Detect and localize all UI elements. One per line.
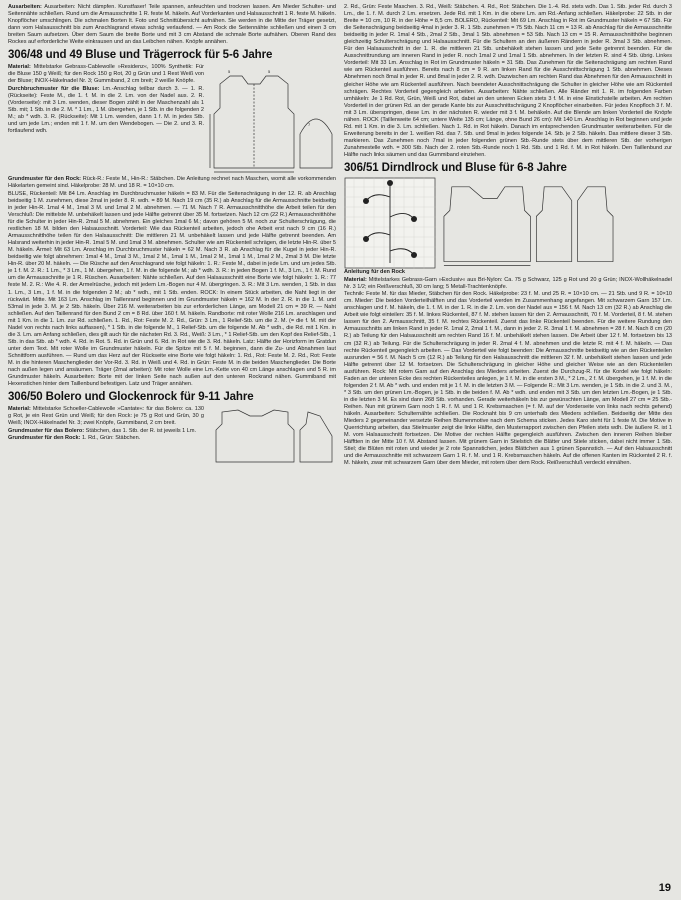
section1-durchbruch xyxy=(8,86,204,135)
section-title-306-48: 306/48 und 49 Bluse und Trägerrock für 5-6 Jahre xyxy=(8,49,273,62)
material-label: Material: xyxy=(344,276,369,283)
grund-bolero-label: Grundmuster für das Bolero: xyxy=(8,427,86,434)
stick-schema-diagram xyxy=(344,177,436,269)
bolero-schnitt-diagram xyxy=(208,406,336,466)
section-title-306-50: 306/50 Bolero und Glockenrock für 9-11 Jahre xyxy=(8,391,254,404)
section1-body-text: BLUSE, Rückenteil: Mit 84 Lm. Anschlag im Durchbruchmuster häkeln = 83 M. Für die Seitenschrägung in der 12. R. ab Anschlag beidseitig 1 M. zunehmen, diese 2mal in jeder 8. R. wdh. = 89 M. Nach 19 cm (35 R.) ab Anschlag für die Armausschnitte beidseitig in jeder Hin-R. 1mal 4 M., 1mal 3 M. und 1mal 2 M. abnehmen. — 71 M. Nach 7 R. Armausschnitthöhe die Arbeit teilen für den Verschluß: Die mittelste M. unbehäkelt lassen und jede Hälfte getrennt über 35 M. fortsetzen. Nach 12 cm (22 R.) Armausschnitthöhe für die Schulter in jeder Hin-R. 2mal 5 M. abnehmen. Ein gleiches 1mal 6 M.; davon gehören 5 M. noch zur Schulterschrägung, die restlichen 18 M. bilden den Halsausschnitt. Vorderteil: Wie das Rückenteil arbeiten, jedoch ohe Arbeit erst nach 9 cm (16 R.) Armausschnitthöhe teilen für den Halsausschnitt: Die mittleren 21 M. unbehäkelt lassen und jede Hälfte getrennt beenden. Am Halsrand weiterhin in jeder Hin-R. 1mal 5 M. und 1mal 3 M. abnehmen. Schulter wie am Rückenteil schrägen, die letzte Hin-R. über 5 M. häkeln. Ärmel: Mit 63 Lm. Anschlag im Durchbruchmuster häkeln = 62 M. Nach 3 R. ab Anschlag für die Kugel in jeder Hin-R. beidseitig wie folgt abnehmen: 1mal 4 M., 1mal 3 M., 1mal 2 M., 1mal 1 M., 1mal 2 M., 1mal 1 M., 1mal 2 M., 2mal 3 M. Die letzte Hin-R. über 20 M. häkeln. — Die Rüsche auf den Anschlagrand wie folgt häkeln: 1. R.: Feste M., dabei in jede Lm. und um jedes Stb. je 1 f. M. 2. R.: 1 Lm., * 3 Lm., 1 M. übergehen, 1 f. M. in die folgende M.; ab * wdh. 3. R.: in jeden Bogen 1 f. M., 3 Lm., 1 f. M. Rund um die Armausschnitte je 1 R. Rüschen. Ausarbeiten: Nähte schließen. Auf den Halsausschnitt eine Borte wie folgt häkeln: 1. R.: 77 feste M. 2. R.: Wie 4. R. der Armelrüsche, jedoch mit jedem Lm.-Bogen nur 4 M. übergringen. 3. R.: Mit 3 Lm. wenden, 1 Stb. in das 1. Lm., 3 Lm., 1 f. M. in die folgenden 2 M.; ab * wdh., mit 1 Stb. enden. ROCK: In einem Stück arbeiten, die Naht liegt in der rückwärt. Mitte. Mit 163 Lm. Anschlag im Taillenrand beginnen und im Grundmuster häkeln = 162 M. In der 2. R. in die 1. M. und 53mal in jede 3. M. je 2 Stb. häkeln. Über 216 M. weiterarbeiten bis zur erforderlichen Länge, am Modell 21 cm = 39 R. — Naht schließen. Auf den Taillenrand für den Bund 2 cm = 8 Rd. über 160 f. M. häkeln. Randborte: mit roter Wolle 216 Lm. anschlagen und mit 1 Km. in die 1. Lm. zur Rd. schließen. 1. Rd., Rot: Feste M. 2. Rd., Grün: 3 Lm., 1 Relief-Stb. um die 2. M. (= die f. M. mit der Nadel von rechts nach links auffassen), * 1 Stb. in die folgende M., 1 Relief-Stb. um die folgende M. Ab * wdh., die Rd. mit 1 Km. in die 3. Lm. am Anfang schließen, dies gilt auch für die nächsten Rd. 3. Rd., Weiß: 3 Lm., * 1 Relief-Stb. um den Kopf des Relief-Stb., 1 Stb. in das Stb. ab * wdh. 4. Rd. in Rot. 5. Rd. in Grün und 6. Rd. in Rot wie die 3. Rd. häkeln. Latz: Hälfte der Horizform im Gratdun unter dem Text. Mit roter Wolle im Grundmuster häkeln. Für die Spitze mit 5 f. M. beginnen, dann die Zu- und Abnahmen laut Schnittform ausführen. — Rund um das Herz auf der Rückseite eine Borte wie folgt häkeln: 1. Rd., Rot: Feste M. 2. Rd., Rot: Feste M. in die hinteren Maschenglieder der Vor-Rd. 3. Rd. in Weiß und 4. Rd. in Grün: Feste M. in die beiden Maschenglieder. Die Borte nach außen legen und ansäumen. Träger (2mal arbeiten): Mit roter Wolle eine Lm.-Kette von 40 cm Länge anschlagen und 5 R. im Grundmuster häkeln. Ausarbeiten: Borte mit der linken Seite nach außen auf den unteren Rockrand nähen. Gummiband mit Hexenstichen hinter dem Taillenbund befestigen. Latz und Träger annähen. xyxy=(8,190,336,388)
section3-body xyxy=(344,291,672,467)
grund-rock-label: Grundmuster für den Rock: xyxy=(8,435,82,442)
durchbruch-label: Durchbruchmuster für die Bluse: xyxy=(8,85,103,92)
caption-text: Anleitung für den Rock xyxy=(344,269,406,276)
intro-label: Ausarbeiten: xyxy=(8,4,45,10)
section2-header-row xyxy=(8,406,336,466)
section1-intro xyxy=(8,64,204,135)
material-text: Mittelstarkes Gebrass-Garn »Exclusiv« aus Bri-Nylon: Ca. 75 g Schwarz, 125 g Rot und 20 g Grün; INOX-Wollhäkelnadel Nr. 3 1/2; ein Reißverschluß, 30 cm lang; 5 Metall-Trachtenknöpfe. xyxy=(344,276,672,290)
grund-rock-text: 1. Rd., Grün: Stäbchen. xyxy=(81,435,141,442)
material-label: Material: xyxy=(8,406,33,413)
section2-grund-rock xyxy=(8,435,204,442)
durchbruch-text: Lm.-Anschlag teilbar durch 3. — 1. R. (Rückseite): Feste M., die 1. f. M. in die 2. Lm. von der Nadel aus. 2. R. (Vorderseite): mit 3 Lm. wenden, dieser Bogen zählt in der Maschenzahl als 1 Stb. mit; 1 Stb. in die 2. M. * 1 Lm., 1 M. übergehen, je 1 Stb. in die folgenden 2 M.; ab * wdh. 3. R. (Rückseite): Mit 1 Lm. wenden, dann 1 f. M. in jedes Stb. und um jede Lm.; enden mit 1 f. M. um den Wendebogen. — Die 2. und 3. R. fortlaufend wdh. xyxy=(8,85,204,135)
section2-intro xyxy=(8,406,204,443)
material-label: Material: xyxy=(8,64,34,71)
section2-grund-bolero xyxy=(8,428,204,435)
section1-header-row xyxy=(8,64,336,176)
dirndl-schnitt-diagram xyxy=(440,177,672,269)
section3-body-text: Technik: Feste M. für das Mieder, Stäbchen für den Rock. Häkelprobe: 23 f. M. und 25 R. = 10×10 cm. — 21 Stb. und 9 R. = 10×10 cm. Mieder: Die beiden Vorderteilhälften und das Vorderteil werden im Zusammenhang angefangen. Mit schwarzem Garn 157 Lm. anschlagen und f. M. häkeln, die 1. f. M. in der 1. R. in die 2. Lm. von der Nadel aus = 156 f. M. Nach 13 cm (32 R.) ab Anschlag die Arbeit wie folgt einteilen: 35 f. M. linkes Rückenteil, 87 f. M. stehen lassen für den 2. Armausschnitt, 70 f. M. Vorderteil, 8 f. M. stehen lassen für den 2. Armausschnitt, 35 f. M. rechtes Rückenteil. Zuerst das linke Rückenteil beenden. Für die weitere Rundung den Armausschnitts am linken Rand in jeder R. 1mal 2, 2mal 1 f. M., dann in jeder 2. R. 3mal 1 f. M. abnehmen = 28 f. M. Nach 8 cm (20 R.) ab Teilung für den Halsausschnitt am rechten Rand 16 f. M. unbehäkelt stehen lassen. Die Arbeit über 12 f. M. fortsetzen bis 13 cm (32 R.) ab Teilung. Für die Schulterschrägung in jeder R. 2mal 4 f. M. abnehmen und die letzte R. mit 4 f. M. häkeln. — Das rechte Rückenteil gegengleich arbeiten. — Das Vorderteil wie folgt beenden: Die Armausschnitte beidseitig wie an den Rückenteilen ausrunden = 56 f. M. Nach 5 cm (12 R.) ab Teilung für den Halsausschnitt die mittleren 32 f. M. unbehäkelt stehen lassen und jede Hälfte getrennt über 12 M. fortsetzen. Die Schulterschrägung in gleicher Höhe und gleicher Weise wie an den Rückenteilen ausführen. Rock: Mit rotem Garn auf den Anschlag des Mieders arbeiten. Zuerst die Durchzug-R. für die Kordel wie folgt häkeln: Faden an der unteren Ecke des rechten Rückenteiles anlegen, je 1 f. M. in die ersten 3 M., * 2 Lm., 2 f. M. übergehen, je 1 f. M. in die folgenden 2 f. M. Ab * wdh. und enden mit je 1 f. M. in die letzten 3 M. — Folgende R.: Mit 3 Lm. wenden, je 1 Stb. in die 2. und 3. M., * 3 Stb. um den grünen Lm.-Bogen, je 1 Stb. in die beiden f. M. Ab * wdh. und enden mit 3 Stb. um den letzten Lm.-Bogen, je 1 Stb. in die letzten 3 M. Es sind dann 268 Stb. vorhanden. Gerade weiterhäkeln bis zur gewünschten Länge, am Modell 27 cm = 25 Stb.-Reihen. Nun mit grünem Garn noch 1 R. f. M. und 1 R. Krebsmaschen (= f. M. auf der Vorderseite von links nach rechts gehend) häkeln. Ausarbeiten: Schulternähte schließen. Die Rocknaht bis 9 cm unterhalb des Mieders schließen. Beidseitig der Mitte des Mieders 2 gegeneinander versetzte Reihen Blumenmotive nach dem Schema sticken. Jedes Karo steht für 1 feste M. Die Motive in Querrichtung arbeiten, das Stielmuster zeigt die linke Hälfte, den Musterrapport zwischen den Pfeilen stets wdh. Die äußere R. ist 1 M. vom Halsausschnitt fortsetzen. Die Motive der rechten Hälfte gegengleich ausführen. Zwischen den inneren Reihen bleiber Häfftten in der Mitte 10 f. M. Abstand lassen. Mit grünem Garn in Stielstich die Blätter und Stiele sticken, dabei nicht immer 1 Stb. Stiel; die Blüten mit roten und wieder je 2 rote Spannstichen, jedes Blättchen aus 1 grünen Spannstich. — Auf den Halsausschnitt und die Armausschnitte mit schwarzem Garn 1 R. f. M. und 1 R. Krebsmaschen häkeln. Auf die offenen Kanten im Rückenteil 2 R. f. M. häkeln, zwar mit schwarzem Garn über dem Mieder, mit rotem über dem Rock. Reißverschluß verdeckt einnähen. xyxy=(344,291,672,467)
material-text: Mittelstarke Schoeller-Cablewolle »Cantate«: für das Bolero: ca. 130 g Rot, je ein Rest Grün und Weiß; für den Rock: je 75 g Rot und Grün, 30 g Weiß; INOX-Häkelnadel Nr. 3; zwei Knöpfe, Gummiband, 2 cm breit. xyxy=(8,406,204,427)
section1-grundmuster xyxy=(8,176,336,190)
dim-label: 7 xyxy=(308,122,311,128)
intro-text: Ausarbeiten: Nicht dämpfen. Kunstfaser! Teile spannen, anfeuchten und trocknen lassen. Am Mieder Schulter- und Seitennähte schließen. Rund um die Armausschnitte 1 R. feste M. häkeln. Auf Vorderkanten und Halsausschnitt 1 R. feste M. häkeln. Knopflöcher umschlingen. Die schmalen Borten lt. Foto und Schnittübersicht aufnähen. Sie werden in die Mitte der Träger gesetzt, dann vom Halsausschnitt bis zum Anschlagrand etwas schräg verlaufend. — Am Rock die Seitennähte schließen und einen 3 cm breiten Saum aufsetzen. Über dem Saum die breite Borte und mit 3 cm Abstand die schmale Borte aufnähen. Oberen Rand des Rockes auf erforderliche Weite einkrausen und an das Leibchen nähen. Knöpfe annähen. xyxy=(8,4,336,46)
material-text: Mittelstarke Gebrass-Cablewolle »Residenz«, 100% Synthetik: Für die Bluse 150 g Weiß; für den Rock 150 g Rot, 20 g Grün und 1 Rest Weiß von der Bluse; INOX-Häkelnadel Nr. 3; Gummiband, 2 cm breit; 2 weiße Knöpfe. xyxy=(8,64,204,85)
right-body1-text: 2. Rd., Grün: Feste Maschen. 3. Rd., Weiß: Stäbchen. 4. Rd., Rot: Stäbchen. Die 1.-4. Rd. stets wdh. Das 1. Stb. jeder Rd. durch 3 Lm., die 1. f. M. durch 2 Lm. ersetzen. Jede Rd. mit 1 Km. in die obere Lm. am Rd.-Anfang schließen. Häkelprobe: 22 Stb. in der Breite = 10 cm, 10 R. in der Höhe = 8,5 cm. BOLERO, Rückenteil: Mit 69 Lm. Anschlag in Rot im Grundmuster häkeln = 67 Stb. Für die Seitenschrägung beidseitig 4mal in jeder 3. R. 1 Stb. zunehmen = 75 Stb. Nach 11 cm = 13 R. ab Anschlag für die Armausschnitte beidseitig in jeder R. 1mal 4 Stb., 2mal 2 Stb., 3mal 1 Stb. abnehmen = 53 Stb. Nach 13 cm = 15 R. Armausschnitthöhe beginnen gleichzeitig Schulterschrägung und Halsausschnitt. Für die Schultern an den äußeren Rändern in jeder R. 3mal 3 Stb. abnehmen. Für den Halsausschnitt in der 1. R. die mittleren 21 Stb. unbehäkelt stehen lassen und jede Seite getrennt beenden. Für die Ausschnittrundung am inneren Rand in jeder R. noch 1mal 2 und 1mal 1 Stb. abnehmen. In der letzten R. sind 4 Stb. übrig. Linkes Vorderteil: Mit 33 Lm. Anschlag in Rot im Grundmuster häkeln = 31 Stb. Das Zunehmen für die Seitenschrägung am rechten Rand wie am Rückenteil ausführen. Bereits nach 8 cm = 9 R. am linken Rand für die Ausschnittschrägung 1 Stb. abnehmen. Dieses Abnehmen noch 8mal in jeder R. und 8mal in jeder 2. R. wdh. Dazwischen am rechten Rand das Abnehmen für den Armausschnitt in gleicher Höhe wie am Rückenteil ausführen. Nach beendeter Ausschnittschrägung die Schulter in gleicher Höhe wie am Rückenteil schrägen. Rechtes Vorderteil gegengleich arbeiten. Ausarbeiten: Nähte schließen. Alle Ränder mit 1. R. im folgenden Farben umhäkeln: Je 1 Rd. Rot, Grün, Weiß und Rot, dabei an den unteren Ecken stets 3 f. M. in eine Einstichstelle arbeiten. Am rechten Vorderteil in der grünen Rd. an der gerade Kante bis zur Ausschnittschrägung 2 Knopflöcher einarbeiten. Für jedes Knopfloch 3 f. M. mit 3 Lm. überspringen, diese Lm. in der nächsten R. wieder mit 3 f. M. behäkeln. Auf die Blende am linken Vorderteil die Knöpfe nähen. ROCK (Taillenweite 64 cm; untere Weite 135 cm; Länge, ohne Bund 26 cm): Mit 140 Lm. Anschlag in Rot beginnen und jede Rd. mit 1 Km. in die 3. Lm. schließen. Nach 1. Rd. in Rot häkeln. Danach im entsprechenden Grundmuster weiterarbeiten. Für die Erweiterung bereits in der 1. weißen Rd. das 7. Stb. und 9mal in jedes folgende 14. Stb. je 2 Stb. häkeln. Das mittlere dieser 3 Stb. markieren. Das Zunehmen noch 7mal in jeder folgenden grünen Stb.-Runde stets über dem mittleren Stb. der vorherigen Zunahmestelle wdh. = 300 Stb. Nach der 2. roten Stb.-Runde noch 1 Rd. Stb. und 1 Rd. f. M. in Rot häkeln. Den Taillenbund zur Hälfte nach links säumen und das Gummiband einziehen. xyxy=(344,4,672,158)
section3-caption xyxy=(344,269,672,276)
page-number: 19 xyxy=(658,882,671,894)
section3-figures xyxy=(344,177,672,269)
intro-paragraph xyxy=(8,4,336,46)
bluse-schnitt-diagram xyxy=(208,64,336,176)
dim-label: 5 xyxy=(268,69,271,75)
right-body1 xyxy=(344,4,672,159)
grund-bolero-text: Stäbchen, das 1. Stb. der R. ist jeweils 1 Lm. xyxy=(85,427,197,434)
dim-label: 5 xyxy=(228,69,231,75)
section1-material xyxy=(8,64,204,85)
right-column xyxy=(344,4,672,888)
section3-material xyxy=(344,277,672,291)
section-title-306-51: 306/51 Dirndlrock und Bluse für 6-8 Jahre xyxy=(344,162,567,175)
left-column xyxy=(8,4,336,888)
grundmuster-label: Grundmuster für den Rock: xyxy=(8,176,83,183)
section2-material xyxy=(8,406,204,427)
grundmuster-text: Rück-R.: Feste M., Hin-R.: Stäbchen. Die Anleitung rechnet nach Maschen, womit alle vorkommenden Häkelarten gemeint sind. Häkelprobe: 28 M. und 18 R. = 10×10 cm. xyxy=(8,176,336,190)
section1-body xyxy=(8,191,336,388)
